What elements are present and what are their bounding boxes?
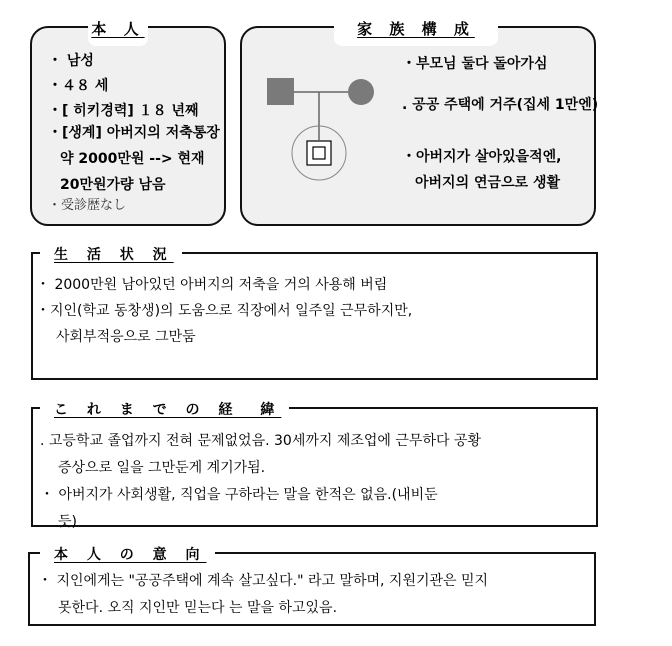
living-line-2: ・지인(학교 동창생)의 도움으로 직장에서 일주일 근무하지만,	[36, 303, 413, 319]
self-livelihood: ・[생계] 아버지의 저축통장	[48, 125, 220, 141]
intention-line-2: 못한다. 오직 지인만 믿는다 는 말을 하고있음.	[58, 600, 338, 616]
self-sex: ・ 남성	[48, 53, 94, 69]
self-profile-title	[88, 14, 148, 46]
living-situation-title	[40, 244, 182, 264]
family-public-housing: . 공공 주택에 거주(집세 1만엔)	[402, 97, 599, 113]
family-parents-deceased: ・부모님 둘다 돌아가심	[402, 56, 548, 72]
history-line-2: 증상으로 일을 그만둔게 계기가됨.	[58, 460, 266, 476]
living-line-1: ・ 2000만원 남아있던 아버지의 저축을 거의 사용해 버림	[36, 277, 388, 293]
living-situation-title-text: 生 活 状 況	[54, 247, 174, 263]
family-title-text: 家 族 構 成	[357, 20, 475, 38]
father-square-icon	[267, 78, 294, 105]
self-no-consultation: ・受診歴なし	[48, 198, 127, 213]
history-line-3: ・ 아버지가 사회생활, 직업을 구하라는 말을 한적은 없음.(내비둔	[40, 487, 438, 503]
family-father-pension: 아버지의 연금으로 생활	[415, 175, 560, 191]
intention-title	[40, 544, 215, 564]
self-livelihood-cont2: 20만원가량 남음	[60, 177, 166, 193]
mother-circle-icon	[348, 79, 374, 105]
self-hikikomori-years: ・[ 히키경력] １８ 년째	[48, 103, 199, 119]
family-father-alive: ・아버지가 살아있을적엔,	[402, 149, 562, 165]
intention-line-1: ・ 지인에게는 "공공주택에 계속 살고싶다." 라고 말하며, 지원기관은 믿지	[38, 573, 489, 589]
self-livelihood-cont1: 약 2000만원 --> 현재	[60, 151, 205, 167]
self-profile-title-text: 本 人	[91, 20, 145, 38]
history-line-1: . 고등학교 졸업까지 전혀 문제없었음. 30세까지 제조업에 근무하다 공황	[40, 433, 481, 449]
family-title	[334, 14, 498, 46]
history-line-4: 듯)	[58, 514, 77, 530]
living-line-3: 사회부적응으로 그만둠	[56, 329, 196, 345]
self-age: ・４８ 세	[48, 78, 109, 94]
history-title-text: こ れ ま で の 経 緯	[54, 402, 282, 418]
history-title	[40, 399, 289, 419]
client-inner-square-icon	[313, 147, 325, 159]
genogram	[250, 60, 390, 190]
intention-title-text: 本 人 の 意 向	[54, 547, 207, 563]
